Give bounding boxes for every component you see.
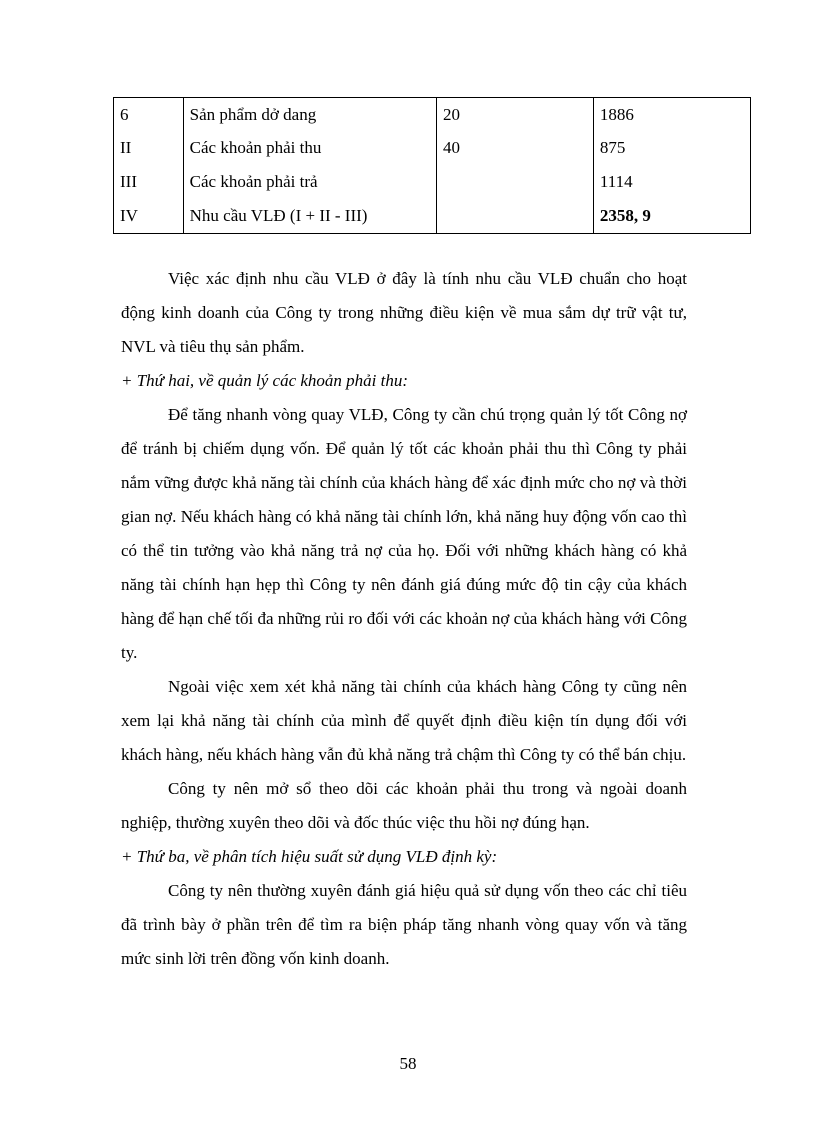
working-capital-table: [113, 97, 751, 234]
paragraph: Việc xác định nhu cầu VLĐ ở đây là tính nhu cầu VLĐ chuẩn cho hoạt động kinh doanh của Công ty trong những điều kiện về mua sắm dự trữ vật tư, NVL và tiêu thụ sản phẩm.: [121, 269, 687, 356]
paragraph: Để tăng nhanh vòng quay VLĐ, Công ty cần chú trọng quản lý tốt Công nợ để tránh bị chiếm dụng vốn. Để quản lý tốt các khoản phải thu thì Công ty phải nắm vững được khả năng tài chính của khách hàng để xác định mức cho nợ và thời gian nợ. Nếu khách hàng có khả năng tài chính lớn, khả năng huy động vốn cao thì có thể tin tưởng vào khả năng trả nợ của họ. Đối với những khách hàng có khả năng tài chính hạn hẹp thì Công ty nên đánh giá đúng mức độ tin cậy của khách hàng để hạn chế tối đa những rủi ro đối với các khoản nợ của khách hàng với Công ty.: [121, 405, 687, 662]
body-text: [121, 262, 687, 976]
row-item: Nhu cầu VLĐ (I + II - III): [183, 199, 436, 234]
paragraph: Công ty nên mở sổ theo dõi các khoản phải thu trong và ngoài doanh nghiệp, thường xuyên theo dõi và đốc thúc việc thu hồi nợ đúng hạn.: [121, 779, 687, 832]
row-days: 20: [436, 98, 593, 132]
row-days: 40: [436, 131, 593, 165]
section-heading: + Thứ hai, về quản lý các khoản phải thu:: [121, 371, 409, 390]
table-row: [114, 98, 751, 132]
row-item: Các khoản phải thu: [183, 131, 436, 165]
row-number: 6: [114, 98, 184, 132]
row-amount-total: 2358, 9: [593, 199, 750, 234]
row-days: [436, 165, 593, 199]
row-amount: 1886: [593, 98, 750, 132]
row-amount: 1114: [593, 165, 750, 199]
row-days: [436, 199, 593, 234]
row-number: IV: [114, 199, 184, 234]
row-number: III: [114, 165, 184, 199]
row-item: Sản phẩm dở dang: [183, 98, 436, 132]
table-row: [114, 165, 751, 199]
section-heading: + Thứ ba, về phân tích hiệu suất sử dụng VLĐ định kỳ:: [121, 847, 498, 866]
row-number: II: [114, 131, 184, 165]
row-item: Các khoản phải trả: [183, 165, 436, 199]
table-row: [114, 131, 751, 165]
page-number: 58: [399, 1054, 417, 1073]
paragraph: Ngoài việc xem xét khả năng tài chính của khách hàng Công ty cũng nên xem lại khả năng tài chính của mình để quyết định điều kiện tín dụng đối với khách hàng, nếu khách hàng vẫn đủ khả năng trả chậm thì Công ty có thể bán chịu.: [121, 677, 687, 764]
row-amount: 875: [593, 131, 750, 165]
paragraph: Công ty nên thường xuyên đánh giá hiệu quả sử dụng vốn theo các chỉ tiêu đã trình bày ở phần trên để tìm ra biện pháp tăng nhanh vòng quay vốn và tăng mức sinh lời trên đồng vốn kinh doanh.: [121, 881, 687, 968]
table-row: [114, 199, 751, 234]
